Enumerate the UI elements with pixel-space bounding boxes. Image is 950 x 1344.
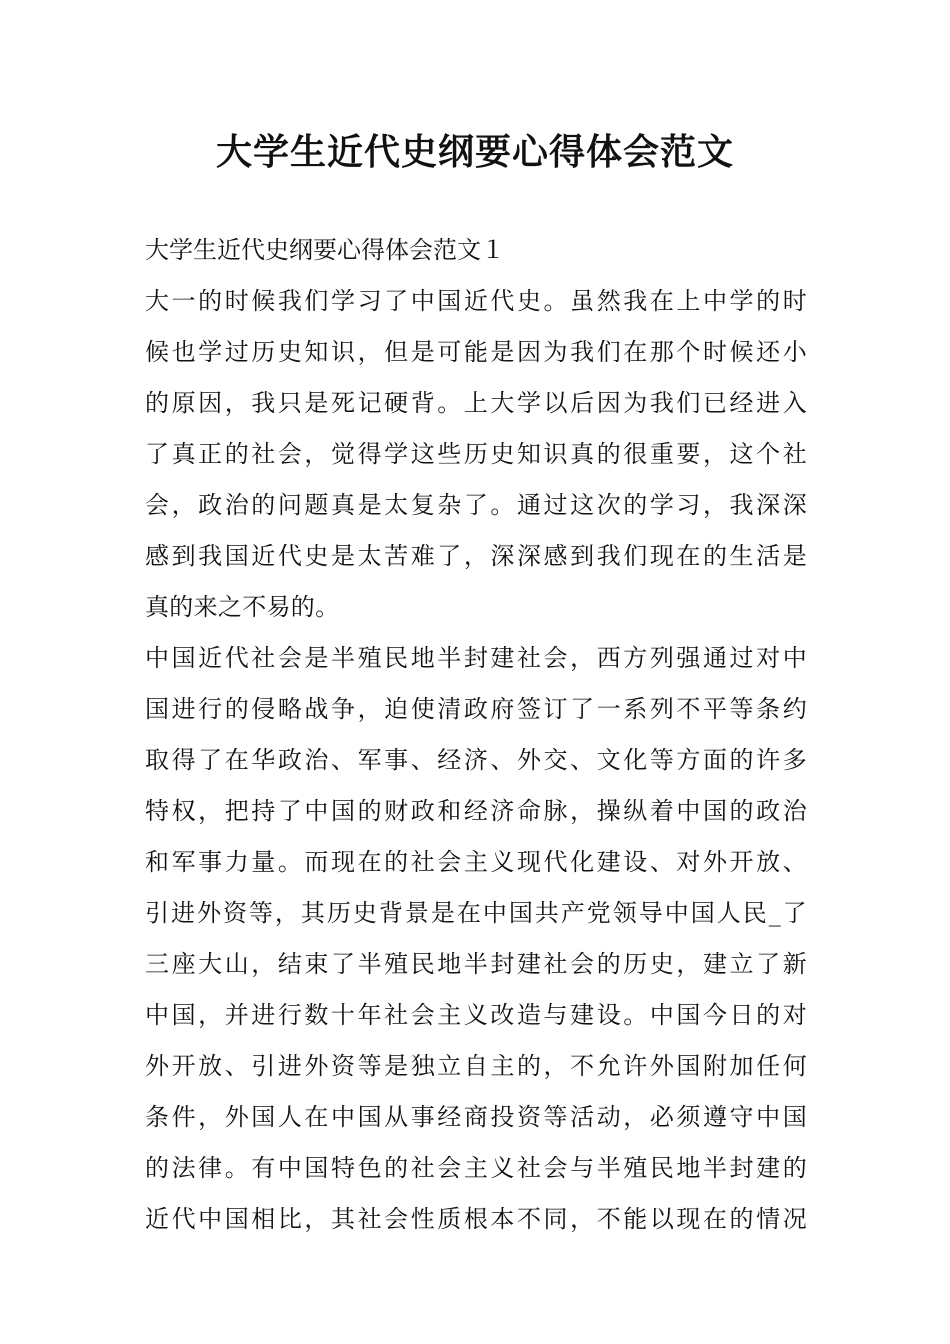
text-line: 国进行的侵略战争，迫使清政府签订了一系列不平等条约 [145,695,807,723]
section-heading: 大学生近代史纲要心得体会范文１ [145,236,505,264]
text-line: 真的来之不易的。 [145,593,340,621]
paragraph-1 [145,276,807,633]
text-line: 条件，外国人在中国从事经商投资等活动，必须遵守中国 [145,1103,807,1131]
text-line: 候也学过历史知识，但是可能是因为我们在那个时候还小 [145,338,807,366]
text-line: 外开放、引进外资等是独立自主的，不允许外国附加任何 [145,1052,807,1080]
document-title: 大学生近代史纲要心得体会范文 [215,131,734,173]
text-line: 引进外资等，其历史背景是在中国共产党领导中国人民_了 [145,899,807,927]
text-line: 的原因，我只是死记硬背。上大学以后因为我们已经进入 [145,389,807,417]
text-line: 取得了在华政治、军事、经济、外交、文化等方面的许多 [145,746,807,774]
text-line: 了真正的社会，觉得学这些历史知识真的很重要，这个社 [145,440,807,468]
text-line: 特权，把持了中国的财政和经济命脉，操纵着中国的政治 [145,797,807,825]
text-line: 和军事力量。而现在的社会主义现代化建设、对外开放、 [145,848,807,876]
document-body [145,225,807,1245]
text-line: 近代中国相比，其社会性质根本不同，不能以现在的情况 [145,1205,807,1233]
text-line: 三座大山，结束了半殖民地半封建社会的历史，建立了新 [145,950,807,978]
text-line: 会，政治的问题真是太复杂了。通过这次的学习，我深深 [145,491,807,519]
text-line: 中国近代社会是半殖民地半封建社会，西方列强通过对中 [145,644,807,672]
text-line: 的法律。有中国特色的社会主义社会与半殖民地半封建的 [145,1154,807,1182]
paragraph-2 [145,633,807,1245]
text-line: 感到我国近代史是太苦难了，深深感到我们现在的生活是 [145,542,807,570]
text-line: 中国，并进行数十年社会主义改造与建设。中国今日的对 [145,1001,807,1029]
text-line: 大一的时候我们学习了中国近代史。虽然我在上中学的时 [145,287,807,315]
